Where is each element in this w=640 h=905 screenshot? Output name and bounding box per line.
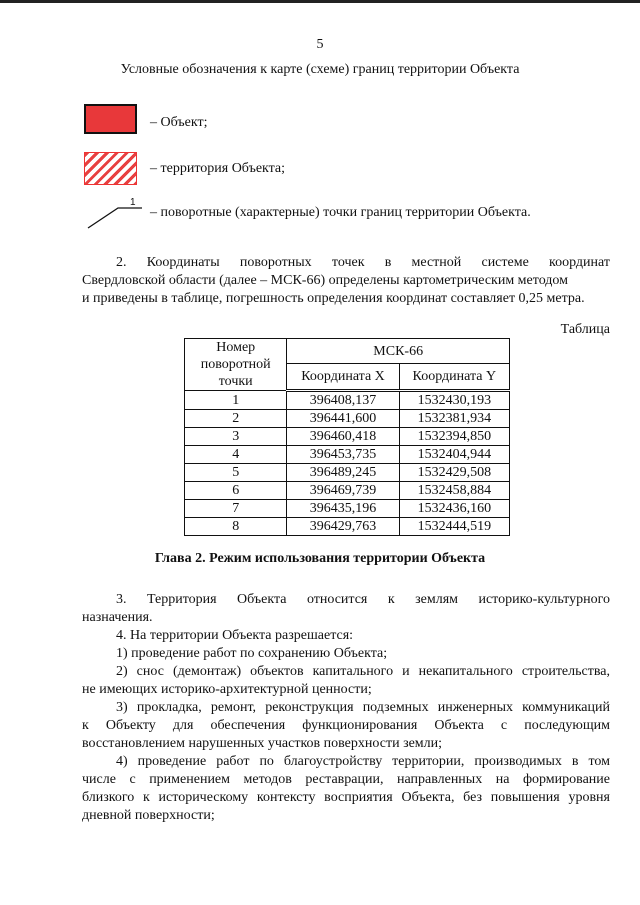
table-row xyxy=(185,518,510,536)
header-coordinate-y: Координата Y xyxy=(399,364,509,391)
paragraph-2-line: и приведены в таблице, погрешность определения координат составляет 0,25 метра. xyxy=(82,291,585,306)
body-line: назначения. xyxy=(82,610,153,625)
body-line: 4) проведение работ по благоустройству территории, производимых в том xyxy=(116,754,610,769)
body-line: к Объекту для обеспечения функционирования Объекта с последующим xyxy=(82,718,610,733)
cell-coordinate-x: 396408,137 xyxy=(287,391,399,410)
turning-point-legend-symbol xyxy=(84,196,144,230)
body-line: восстановлением нарушенных участков поверхности земли; xyxy=(82,736,443,751)
table-row xyxy=(185,446,510,464)
cell-point-number: 7 xyxy=(185,500,287,518)
paragraph-2 xyxy=(82,254,610,308)
cell-coordinate-x: 396489,245 xyxy=(287,464,399,482)
object-legend-swatch xyxy=(84,104,137,134)
cell-coordinate-y: 1532430,193 xyxy=(399,391,509,410)
cell-point-number: 2 xyxy=(185,410,287,428)
body-line: 2) снос (демонтаж) объектов капитального и некапитального строительства, xyxy=(116,664,610,679)
page-number: 5 xyxy=(316,37,324,52)
cell-coordinate-x: 396441,600 xyxy=(287,410,399,428)
cell-point-number: 3 xyxy=(185,428,287,446)
coordinates-table xyxy=(184,338,510,536)
cell-coordinate-x: 396460,418 xyxy=(287,428,399,446)
cell-coordinate-x: 396453,735 xyxy=(287,446,399,464)
paragraph-2-line: Свердловской области (далее – МСК-66) определены картометрическим методом xyxy=(82,273,569,288)
body-line: числе с применением методов реставрации, направленных на формирование xyxy=(82,772,610,787)
header-point-number: Номер поворотной точки xyxy=(185,339,287,391)
table-row xyxy=(185,410,510,428)
cell-coordinate-y: 1532394,850 xyxy=(399,428,509,446)
legend-object-text: – Объект; xyxy=(150,115,208,130)
cell-coordinate-y: 1532404,944 xyxy=(399,446,509,464)
legend-points-text: – поворотные (характерные) точки границ территории Объекта. xyxy=(150,205,531,220)
body-line: 4. На территории Объекта разрешается: xyxy=(116,628,354,643)
cell-point-number: 6 xyxy=(185,482,287,500)
header-coordinate-x: Координата X xyxy=(287,364,399,391)
body-line: дневной поверхности; xyxy=(82,808,215,823)
scan-top-edge xyxy=(0,0,640,3)
territory-legend-swatch xyxy=(84,152,137,185)
table-row xyxy=(185,482,510,500)
cell-coordinate-x: 396435,196 xyxy=(287,500,399,518)
legend-territory-text: – территория Объекта; xyxy=(150,161,286,176)
table-row xyxy=(185,428,510,446)
chapter-title: Глава 2. Режим использования территории Объекта xyxy=(154,551,486,566)
body-line: близкого к историческому контексту восприятия Объекта, без повышения уровня xyxy=(82,790,610,805)
cell-coordinate-y: 1532436,160 xyxy=(399,500,509,518)
cell-point-number: 1 xyxy=(185,391,287,410)
table-row xyxy=(185,391,510,410)
cell-point-number: 4 xyxy=(185,446,287,464)
cell-coordinate-x: 396429,763 xyxy=(287,518,399,536)
table-row xyxy=(185,500,510,518)
table-row xyxy=(185,464,510,482)
cell-coordinate-x: 396469,739 xyxy=(287,482,399,500)
body-line: не имеющих историко-архитектурной ценности; xyxy=(82,682,372,697)
body-line: 1) проведение работ по сохранению Объекта; xyxy=(116,646,388,661)
body-line: 3) прокладка, ремонт, реконструкция подземных инженерных коммуникаций xyxy=(116,700,610,715)
cell-coordinate-y: 1532458,884 xyxy=(399,482,509,500)
header-msk66: МСК-66 xyxy=(287,339,510,364)
paragraph-2-line: 2. Координаты поворотных точек в местной системе координат xyxy=(116,255,610,270)
cell-coordinate-y: 1532444,519 xyxy=(399,518,509,536)
body-text xyxy=(82,591,610,825)
body-line: 3. Территория Объекта относится к землям историко-культурного xyxy=(116,592,610,607)
cell-coordinate-y: 1532429,508 xyxy=(399,464,509,482)
turning-point-label: 1 xyxy=(130,197,136,208)
legend-title: Условные обозначения к карте (схеме) границ территории Объекта xyxy=(120,62,520,77)
cell-point-number: 8 xyxy=(185,518,287,536)
table-label: Таблица xyxy=(560,322,610,337)
cell-coordinate-y: 1532381,934 xyxy=(399,410,509,428)
cell-point-number: 5 xyxy=(185,464,287,482)
